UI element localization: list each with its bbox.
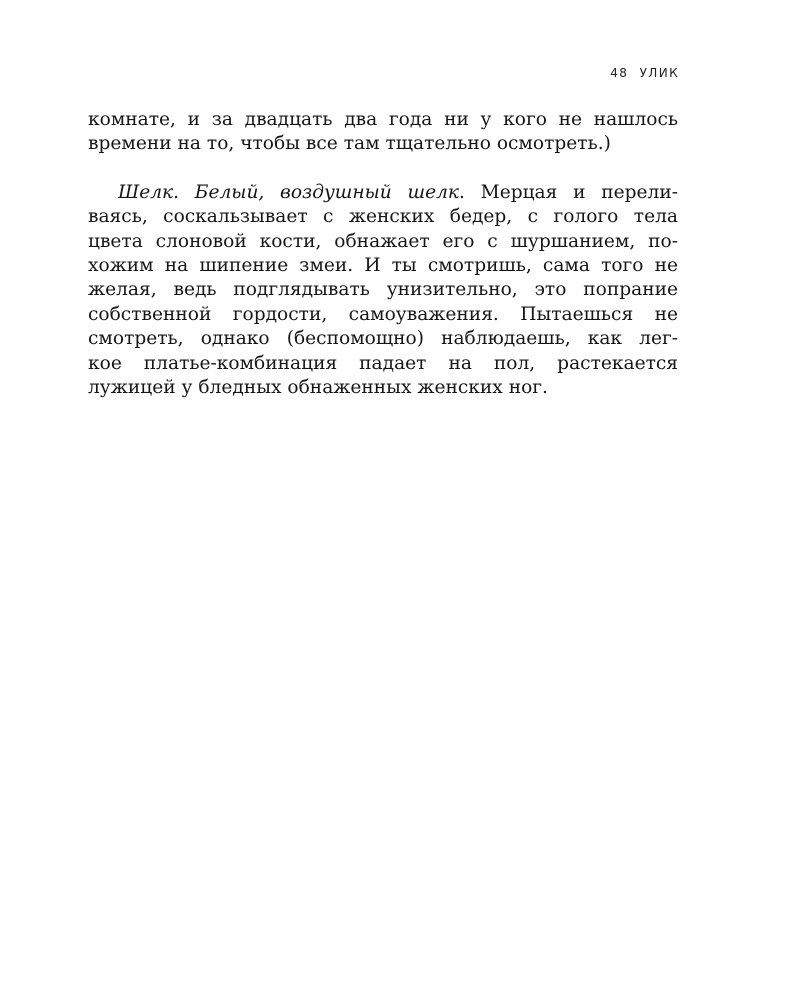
paragraph-gap [88,157,678,181]
text-line: цвета слоновой кости, обнажает его с шуршанием, по- [88,230,678,252]
text-line: хожим на шипение змеи. И ты смотришь, сама того не [88,254,678,276]
text-line: собственной гордости, самоуважения. Пытаешься не [88,303,678,325]
italic-lead: Шелк. Белый, воздушный шелк [118,181,460,203]
text-line: времени на то, чтобы все там тщательно осмотреть.) [88,133,611,155]
text-line: кое платье-комбинация падает на пол, растекается [88,352,678,374]
running-title: УЛИК [639,66,679,80]
text-line [88,181,678,205]
text-line: комнате, и за двадцать два года ни у кого не нашлось [88,109,678,130]
text-line: смотреть, однако (беспомощно) наблюдаешь, как лег- [88,328,678,350]
body-text [88,108,678,400]
page-number: 48 [610,66,629,80]
running-header [610,66,679,80]
paragraph [88,181,678,401]
text-line: лужицей у бледных обнаженных женских ног. [88,376,548,398]
text-line: желая, ведь подглядывать унизительно, это попрание [88,279,678,301]
paragraph [88,108,678,157]
text-fragment: . Мерцая и перели- [459,181,678,203]
text-line: ваясь, соскальзывает с женских бедер, с голого тела [88,206,678,228]
